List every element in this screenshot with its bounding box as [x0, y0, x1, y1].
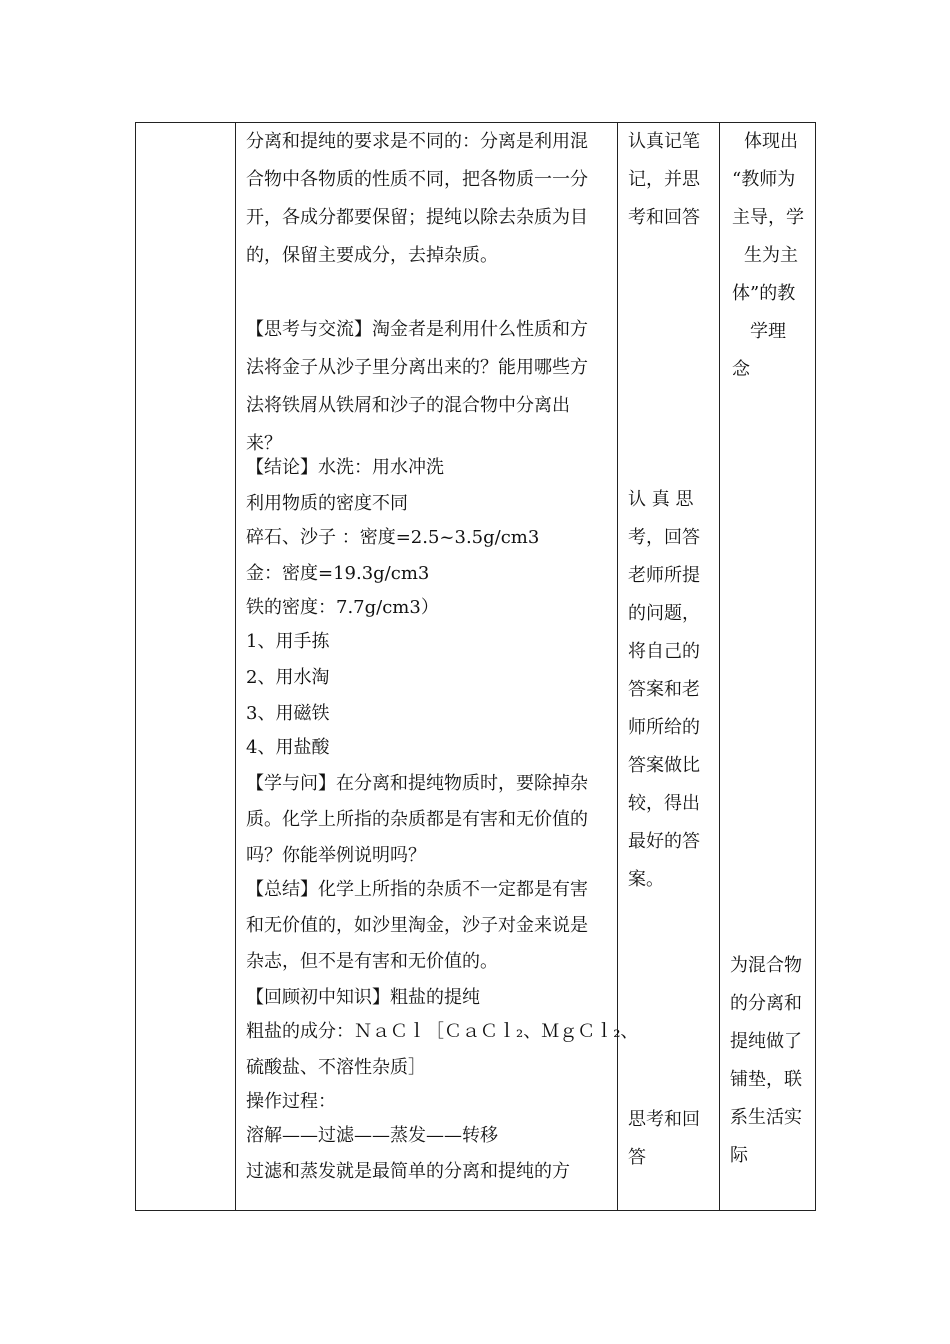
text-line: 质。化学上所指的杂质都是有害和无价值的 [246, 809, 588, 830]
text-line: 法将金子从沙子里分离出来的？能用哪些方 [246, 357, 588, 378]
text-line: 为混合物 [730, 955, 802, 976]
text-line: 主导，学 [732, 207, 804, 228]
text-line: 老师所提 [628, 565, 700, 586]
text-line: 【思考与交流】淘金者是利用什么性质和方 [246, 319, 588, 340]
text-line: 考和回答 [628, 207, 700, 228]
text-line: 念 [732, 359, 750, 380]
text-line: 【结论】水洗：用水冲洗 [246, 457, 444, 478]
text-line: 铁的密度：7.7g/cm3） [246, 597, 439, 618]
text-line: 思考和回 [628, 1109, 700, 1130]
text-line: 将自己的 [628, 641, 700, 662]
text-line: 【总结】化学上所指的杂质不一定都是有害 [246, 879, 588, 900]
text-line: 和无价值的，如沙里淘金，沙子对金来说是 [246, 915, 588, 936]
text-line: 溶解——过滤——蒸发——转移 [246, 1125, 498, 1146]
column-divider [617, 123, 618, 1210]
text-line: 操作过程： [246, 1091, 336, 1112]
text-line: 提纯做了 [730, 1031, 802, 1052]
text-line: 3、用磁铁 [246, 703, 330, 724]
text-line: 的，保留主要成分，去掉杂质。 [246, 245, 498, 266]
text-line: 【回顾初中知识】粗盐的提纯 [246, 987, 480, 1008]
text-line: 系生活实 [730, 1107, 802, 1128]
text-line: 开，各成分都要保留；提纯以除去杂质为目 [246, 207, 588, 228]
text-line: 较，得出 [628, 793, 700, 814]
text-line: 学理 [750, 321, 786, 342]
text-line: 案。 [628, 869, 664, 890]
text-line: 4、用盐酸 [246, 737, 330, 758]
text-line: 铺垫，联 [730, 1069, 802, 1090]
text-line: 利用物质的密度不同 [246, 493, 408, 514]
text-line: 际 [730, 1145, 748, 1166]
text-line: 粗盐的成分：ＮａＣｌ［ＣａＣｌ₂、ＭｇＣｌ₂、 [246, 1021, 639, 1042]
text-line: 体现出 [744, 131, 798, 152]
text-line: 分离和提纯的要求是不同的：分离是利用混 [246, 131, 588, 152]
text-line: 来？ [246, 433, 282, 454]
text-line: 的问题， [628, 603, 700, 624]
column-divider [235, 123, 236, 1210]
text-line: 杂志，但不是有害和无价值的。 [246, 951, 498, 972]
text-line: 硫酸盐、不溶性杂质］ [246, 1057, 426, 1078]
lesson-plan-table [135, 122, 816, 1211]
text-line: 生为主 [744, 245, 798, 266]
text-line: 认真记笔 [628, 131, 700, 152]
text-line: 法将铁屑从铁屑和沙子的混合物中分离出 [246, 395, 570, 416]
text-line: 最好的答 [628, 831, 700, 852]
text-line: 的分离和 [730, 993, 802, 1014]
text-line: 吗？你能举例说明吗？ [246, 845, 426, 866]
text-line: 【学与问】在分离和提纯物质时，要除掉杂 [246, 773, 588, 794]
text-line: 体”的教 [732, 283, 796, 304]
text-line: 答 [628, 1147, 646, 1168]
text-line: 合物中各物质的性质不同，把各物质一一分 [246, 169, 588, 190]
text-line: 过滤和蒸发就是最简单的分离和提纯的方 [246, 1161, 570, 1182]
text-line: “教师为 [732, 169, 796, 190]
text-line: 记，并思 [628, 169, 700, 190]
column-divider [719, 123, 720, 1210]
text-line: 答案做比 [628, 755, 700, 776]
text-line: 2、用水淘 [246, 667, 330, 688]
text-line: 认 真 思 [628, 489, 694, 510]
text-line: 金：密度=19.3g/cm3 [246, 563, 430, 584]
text-line: 考，回答 [628, 527, 700, 548]
text-line: 1、用手拣 [246, 631, 330, 652]
text-line: 碎石、沙子 ：密度=2.5~3.5g/cm3 [246, 527, 540, 548]
text-line: 师所给的 [628, 717, 700, 738]
text-line: 答案和老 [628, 679, 700, 700]
